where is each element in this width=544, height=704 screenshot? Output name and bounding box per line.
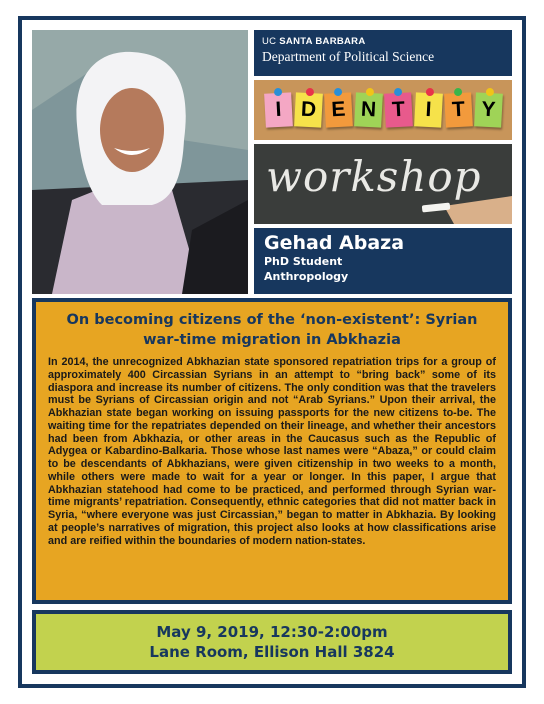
department-header: [254, 30, 512, 76]
identity-letter-tile: I: [414, 92, 443, 127]
pushpin-icon: [393, 88, 401, 96]
talk-title: On becoming citizens of the ‘non-existent’: Syrian war-time migration in Abkhazia: [66, 312, 478, 348]
pushpin-icon: [273, 88, 281, 96]
workshop-text: workshop: [266, 152, 482, 201]
pushpin-icon: [485, 88, 493, 96]
pushpin-icon: [425, 88, 433, 96]
presenter-title: PhD Student: [264, 255, 343, 268]
identity-letter-tile: T: [384, 92, 413, 127]
identity-banner: [254, 80, 512, 140]
pushpin-icon: [453, 88, 461, 96]
identity-letter-tile: I: [264, 92, 293, 127]
identity-letter-tile: E: [324, 92, 353, 127]
identity-letter-tile: N: [354, 92, 383, 127]
event-box: [32, 610, 512, 674]
talk-abstract: In 2014, the unrecognized Abkhazian state sponsored repatriation trips for a group of approximately 400 Circassian Syrians in an attempt to “bring back” some of its diaspora and increase its number of citizens. The only condition was that the travelers must be Syrians of Circassian origin and not “Arab Syrians.” Upon their arrival, the Abkhazian state began working on issuing passports for the new citizens to-be. The waiting time for the repatriates depended on their lineage, and whether their ancestors had been from Abkhazia, or other areas in the Caucasus such as the Republic of Adygea or Kabardino-Balkaria. Those whose last names were “Abaza,” or could claim to be descendants of Abkhazians, were given citizenship in two weeks to a month, while others were made to wait for a year or longer. In this paper, I argue that Abkhazian statehood had come to be practiced, and performed through Syrian war-time migrants’ repatriation. Consequently, ethnic categories that did not matter back in Syria, “where everyone was just Circassian,” began to matter in Abkhazia. By looking at people’s narratives of migration, this project also looks at how classifications arise and are reified within the boundaries of modern nation-states.: [48, 356, 496, 547]
pushpin-icon: [365, 88, 373, 96]
presenter-field: Anthropology: [264, 270, 349, 283]
department-name: Department of Political Science: [262, 49, 435, 64]
identity-letter-tile: D: [294, 92, 323, 127]
event-inner: [36, 614, 508, 670]
presenter-photo: [32, 30, 248, 294]
abstract-inner: [36, 302, 508, 600]
presenter-card: [254, 228, 512, 294]
university-prefix: UC: [262, 36, 277, 47]
event-datetime: May 9, 2019, 12:30-2:00pm: [156, 623, 388, 641]
identity-letter-tile: T: [444, 92, 473, 127]
chalk-hand-icon: [254, 144, 512, 224]
university-name-bold: SANTA BARBARA: [279, 36, 366, 47]
abstract-box: [32, 298, 512, 604]
university-name: [262, 36, 504, 47]
presenter-name: Gehad Abaza: [264, 232, 405, 254]
pushpin-icon: [333, 88, 341, 96]
event-location: Lane Room, Ellison Hall 3824: [149, 643, 395, 661]
pushpin-icon: [305, 88, 313, 96]
workshop-chalkboard: [254, 144, 512, 224]
identity-letter-tile: Y: [474, 92, 503, 127]
